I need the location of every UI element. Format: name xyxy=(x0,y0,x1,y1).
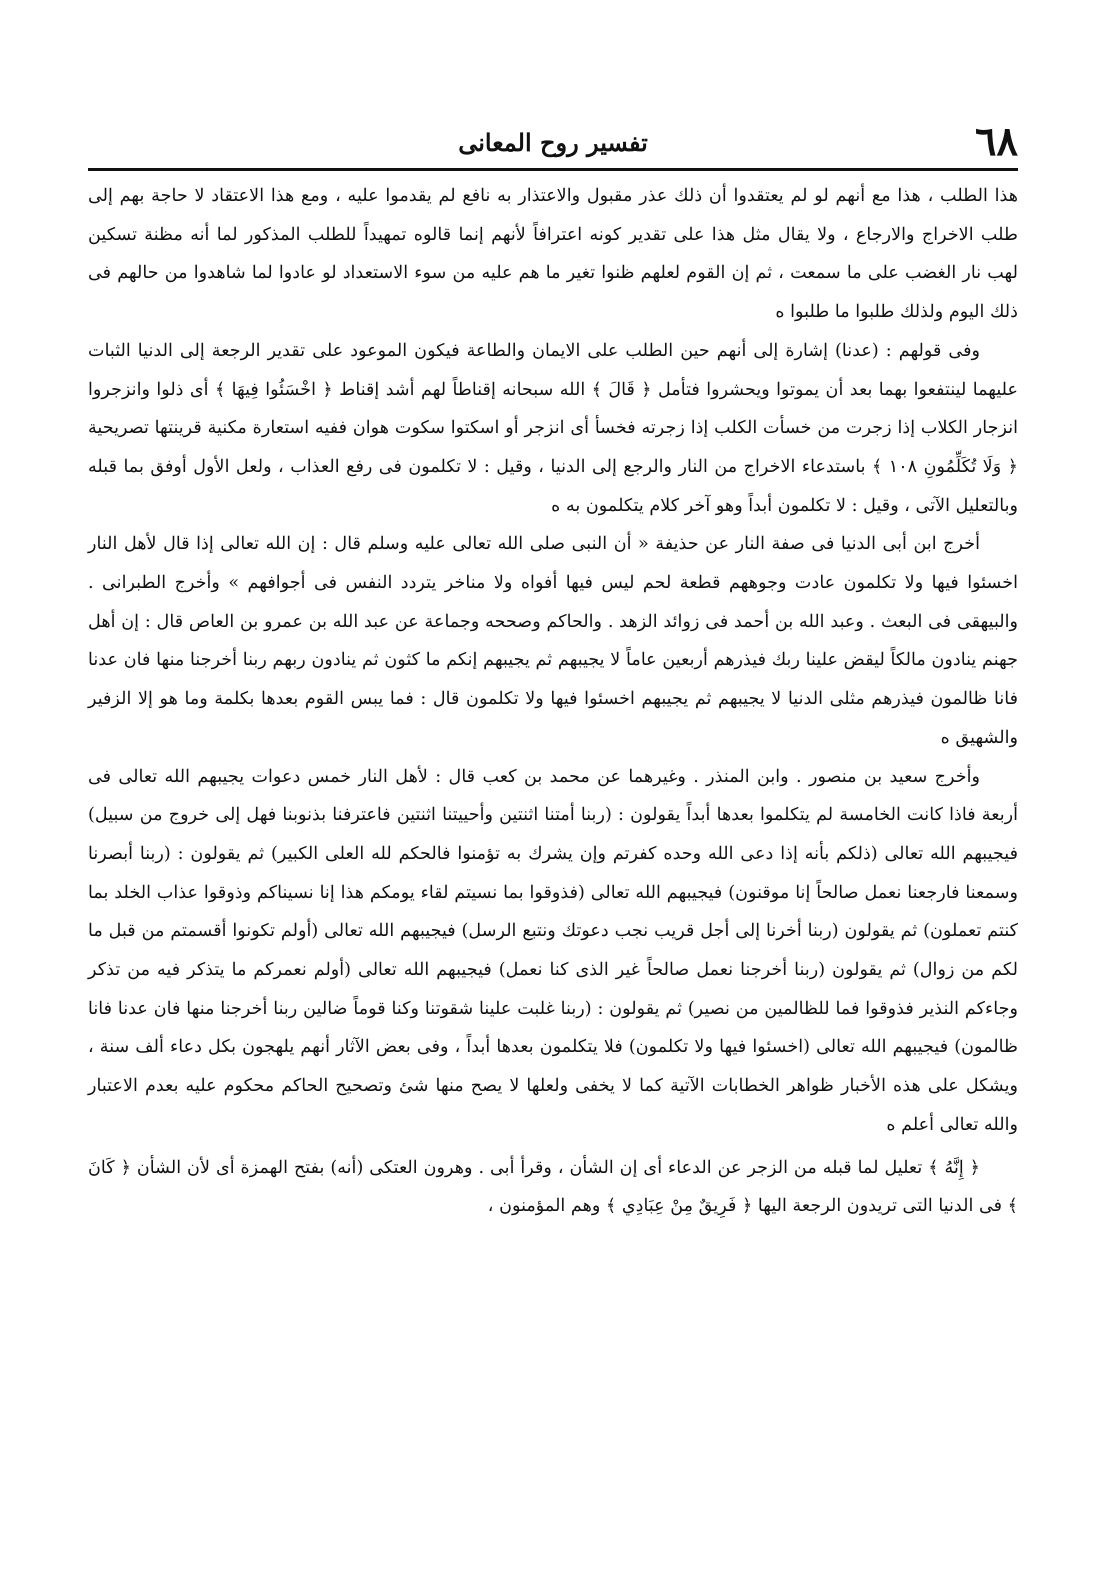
paragraph-3: أخرج ابن أبى الدنيا فى صفة النار عن حذيفة « أن النبى صلى الله تعالى عليه وسلم قال : إن الله تعالى إذا قال لأهل النار اخسئوا فيها ولا تكلمون عادت وجوههم قطعة لحم ليس فيها أفواه ولا مناخر يتردد النفس فى أجوافهم » وأخرج الطبرانى . والبيهقى فى البعث . وعبد الله بن أحمد فى زوائد الزهد . والحاكم وصححه وجماعة عن عبد الله بن عمرو بن العاص قال : إن أهل جهنم ينادون مالكاً ليقض علينا ربك فيذرهم أربعين عاماً لا يجيبهم ثم يجيبهم إنكم ما كثون ثم ينادون ربهم ربنا أخرجنا منها فان عدنا فانا ظالمون فيذرهم مثلى الدنيا لا يجيبهم ثم يجيبهم اخسئوا فيها ولا تكلمون قال : فما يبس القوم بعدها بكلمة وما هو إلا الزفير والشهيق ه xyxy=(88,534,1018,748)
page xyxy=(88,118,1018,1558)
page-header xyxy=(88,118,1018,168)
paragraph-1: هذا الطلب ، هذا مع أنهم لو لم يعتقدوا أن ذلك عذر مقبول والاعتذار به نافع لم يقدموا عليه ، ومع هذا الاعتقاد لا حاجة بهم إلى طلب الاخراج والارجاع ، ولا يقال مثل هذا على تقدير كونه اعترافاً لأنهم إنما قالوه تمهيداً للطلب المذكور لما أنه مظنة تسكين لهب نار الغضب على ما سمعت ، ثم إن القوم لعلهم ظنوا تغير ما هم عليه من سوء الاستعداد لو عادوا لما شاهدوا من حالهم فى ذلك اليوم ولذلك طلبوا ما طلبوا ه xyxy=(88,186,1018,323)
body-text xyxy=(88,177,1018,1226)
header-rule xyxy=(88,168,1018,171)
page-title: تفسير روح المعانى xyxy=(458,128,648,157)
paragraph-2: وفى قولهم : (عدنا) إشارة إلى أنهم حين الطلب على الايمان والطاعة فيكون الموعود على تقدير الرجعة إلى الدنيا الثبات عليهما لينتفعوا بهما بعد أن يموتوا ويحشروا فتأمل ﴿ قَالَ ﴾ الله سبحانه إقناطاً لهم أشد إقناط ﴿ اخْسَئُوا فِيهَا ﴾ أى ذلوا وانزجروا انزجار الكلاب إذا زجرت من خسأت الكلب إذا زجرته فخسأ أى انزجر أو اسكتوا سكوت هوان ففيه استعارة مكنية قرينتها تصريحية ﴿ وَلَا تُكَلِّمُونِ ١٠٨ ﴾ باستدعاء الاخراج من النار والرجع إلى الدنيا ، وقيل : لا تكلمون فى رفع العذاب ، ولعل الأول أوفق بما قبله وبالتعليل الآتى ، وقيل : لا تكلمون أبداً وهو آخر كلام يتكلمون به ه xyxy=(88,340,1018,516)
page-number: ٦٨ xyxy=(975,118,1018,165)
paragraph-4: وأخرج سعيد بن منصور . وابن المنذر . وغيرهما عن محمد بن كعب قال : لأهل النار خمس دعوات يجيبهم الله تعالى فى أربعة فاذا كانت الخامسة لم يتكلموا بعدها أبداً يقولون : (ربنا أمتنا اثنتين وأحييتنا اثنتين فاعترفنا بذنوبنا فهل إلى خروج من سبيل) فيجيبهم الله تعالى (ذلكم بأنه إذا دعى الله وحده كفرتم وإن يشرك به تؤمنوا فالحكم لله العلى الكبير) ثم يقولون : (ربنا أبصرنا وسمعنا فارجعنا نعمل صالحاً إنا موقنون) فيجيبهم الله تعالى (فذوقوا بما نسيتم لقاء يومكم هذا إنا نسيناكم وذوقوا عذاب الخلد بما كنتم تعملون) ثم يقولون (ربنا أخرنا إلى أجل قريب نجب دعوتك ونتبع الرسل) فيجيبهم الله تعالى (أولم تكونوا أقسمتم من قبل ما لكم من زوال) ثم يقولون (ربنا أخرجنا نعمل صالحاً غير الذى كنا نعمل) فيجيبهم الله تعالى (أولم نعمركم ما يتذكر فيه من تذكر وجاءكم النذير فذوقوا فما للظالمين من نصير) ثم يقولون : (ربنا غلبت علينا شقوتنا وكنا قوماً ضالين ربنا أخرجنا منها فان عدنا فانا ظالمون) فيجيبهم الله تعالى (اخسئوا فيها ولا تكلمون) فلا يتكلمون بعدها أبداً ، وفى بعض الآثار أنهم يلهجون بكل دعاء ألف سنة ، ويشكل على هذه الأخبار ظواهر الخطابات الآتية كما لا يخفى ولعلها لا يصح منها شئ وتصحيح الحاكم محكوم عليه بعدم الاعتبار والله تعالى أعلم ه xyxy=(88,766,1019,1135)
paragraph-5: ﴿ إِنَّهُ ﴾ تعليل لما قبله من الزجر عن الدعاء أى إن الشأن ، وقرأ أبى . وهرون العتكى (أنه) بفتح الهمزة أى لأن الشأن ﴿ كَانَ ﴾ فى الدنيا التى تريدون الرجعة اليها ﴿ فَرِيقٌ مِنْ عِبَادِي ﴾ وهم المؤمنون ، xyxy=(88,1157,1018,1217)
